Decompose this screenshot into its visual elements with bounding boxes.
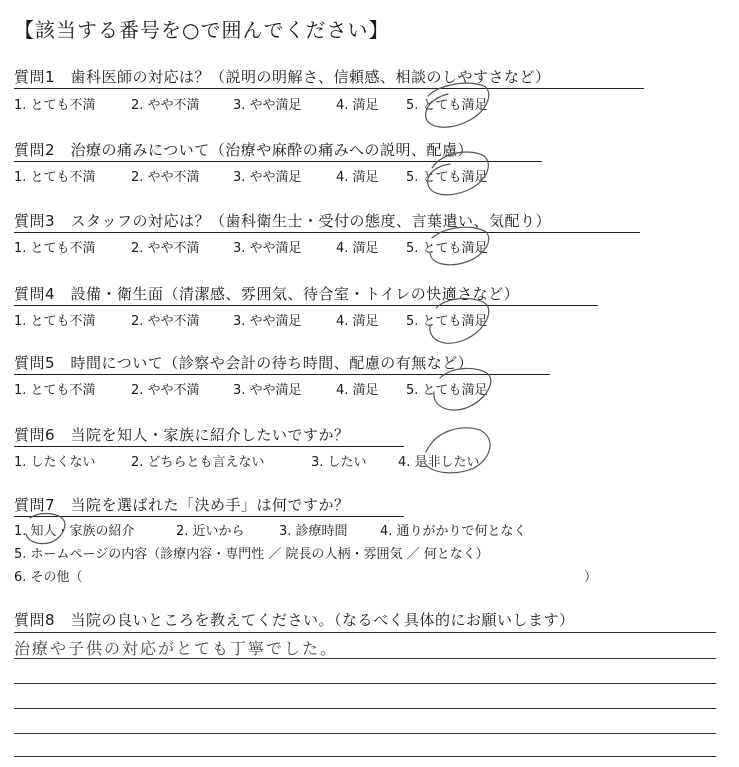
q5-title: 質問5 時間について（診察や会計の待ち時間、配慮の有無など） [14, 354, 474, 372]
q5-option-5[interactable]: 5. とても満足 [406, 383, 488, 398]
q8-writing-line-1 [14, 632, 716, 633]
q5-underline [14, 374, 550, 375]
q4-option-3[interactable]: 3. やや満足 [233, 314, 302, 329]
q2-option-4[interactable]: 4. 満足 [336, 170, 379, 185]
q3-option-5[interactable]: 5. とても満足 [406, 241, 488, 256]
q1-option-2[interactable]: 2. やや不満 [131, 98, 200, 113]
q7-option-5[interactable]: 5. ホームページの内容（診療内容・専門性 ／ 院長の人柄・雰囲気 ／ 何となく） [14, 547, 489, 562]
q4-option-4[interactable]: 4. 満足 [336, 314, 379, 329]
q1-option-5[interactable]: 5. とても満足 [406, 98, 488, 113]
q4-title: 質問4 設備・衛生面（清潔感、雰囲気、待合室・トイレの快適さなど） [14, 285, 520, 303]
q8-title: 質問8 当院の良いところを教えてください。（なるべく具体的にお願いします） [14, 611, 575, 629]
q3-option-2[interactable]: 2. やや不満 [131, 241, 200, 256]
q4-underline [14, 305, 598, 306]
q3-option-4[interactable]: 4. 満足 [336, 241, 379, 256]
q8-writing-line-2 [14, 658, 716, 659]
q6-option-1[interactable]: 1. したくない [14, 455, 96, 470]
q4-option-1[interactable]: 1. とても不満 [14, 314, 96, 329]
q1-option-1[interactable]: 1. とても不満 [14, 98, 96, 113]
q8-answer[interactable]: 治療や子供の対応がとても丁寧でした。 [14, 639, 339, 658]
q8-writing-line-5 [14, 733, 716, 734]
q1-title: 質問1 歯科医師の対応は？（説明の明解さ、信頼感、相談のしやすさなど） [14, 68, 551, 86]
q7-option-6[interactable]: 6. その他（ [14, 570, 83, 585]
q5-option-3[interactable]: 3. やや満足 [233, 383, 302, 398]
q7-option-1[interactable]: 1. 知人・家族の紹介 [14, 524, 135, 539]
q6-option-2[interactable]: 2. どちらとも言えない [131, 455, 265, 470]
q3-option-1[interactable]: 1. とても不満 [14, 241, 96, 256]
q3-option-3[interactable]: 3. やや満足 [233, 241, 302, 256]
q3-underline [14, 232, 640, 233]
q6-underline [14, 446, 404, 447]
q4-option-5[interactable]: 5. とても満足 [406, 314, 488, 329]
q6-option-3[interactable]: 3. したい [311, 455, 367, 470]
q7-title: 質問7 当院を選ばれた「決め手」は何ですか？ [14, 496, 350, 514]
q5-option-2[interactable]: 2. やや不満 [131, 383, 200, 398]
q8-writing-line-3 [14, 683, 716, 684]
q6-option-4[interactable]: 4. 是非したい [398, 455, 480, 470]
q6-title: 質問6 当院を知人・家族に紹介したいですか？ [14, 426, 350, 444]
q8-writing-line-6 [14, 756, 716, 757]
q5-option-1[interactable]: 1. とても不満 [14, 383, 96, 398]
q2-option-2[interactable]: 2. やや不満 [131, 170, 200, 185]
q7-option-6-close: ） [584, 570, 598, 585]
page-title: 【該当する番号を○で囲んでください】 [14, 18, 390, 42]
q1-option-3[interactable]: 3. やや満足 [233, 98, 302, 113]
q7-option-4[interactable]: 4. 通りがかりで何となく [380, 524, 527, 539]
q1-underline [14, 88, 644, 89]
q8-writing-line-4 [14, 708, 716, 709]
q2-option-5[interactable]: 5. とても満足 [406, 170, 488, 185]
q2-underline [14, 161, 542, 162]
q2-title: 質問2 治療の痛みについて（治療や麻酔の痛みへの説明、配慮） [14, 141, 473, 159]
q2-option-1[interactable]: 1. とても不満 [14, 170, 96, 185]
q1-option-4[interactable]: 4. 満足 [336, 98, 379, 113]
q7-underline [14, 516, 404, 517]
q5-option-4[interactable]: 4. 満足 [336, 383, 379, 398]
q7-option-2[interactable]: 2. 近いから [176, 524, 245, 539]
q2-option-3[interactable]: 3. やや満足 [233, 170, 302, 185]
q4-option-2[interactable]: 2. やや不満 [131, 314, 200, 329]
q7-option-3[interactable]: 3. 診療時間 [279, 524, 348, 539]
q3-title: 質問3 スタッフの対応は？（歯科衛生士・受付の態度、言葉遣い、気配り） [14, 212, 552, 230]
